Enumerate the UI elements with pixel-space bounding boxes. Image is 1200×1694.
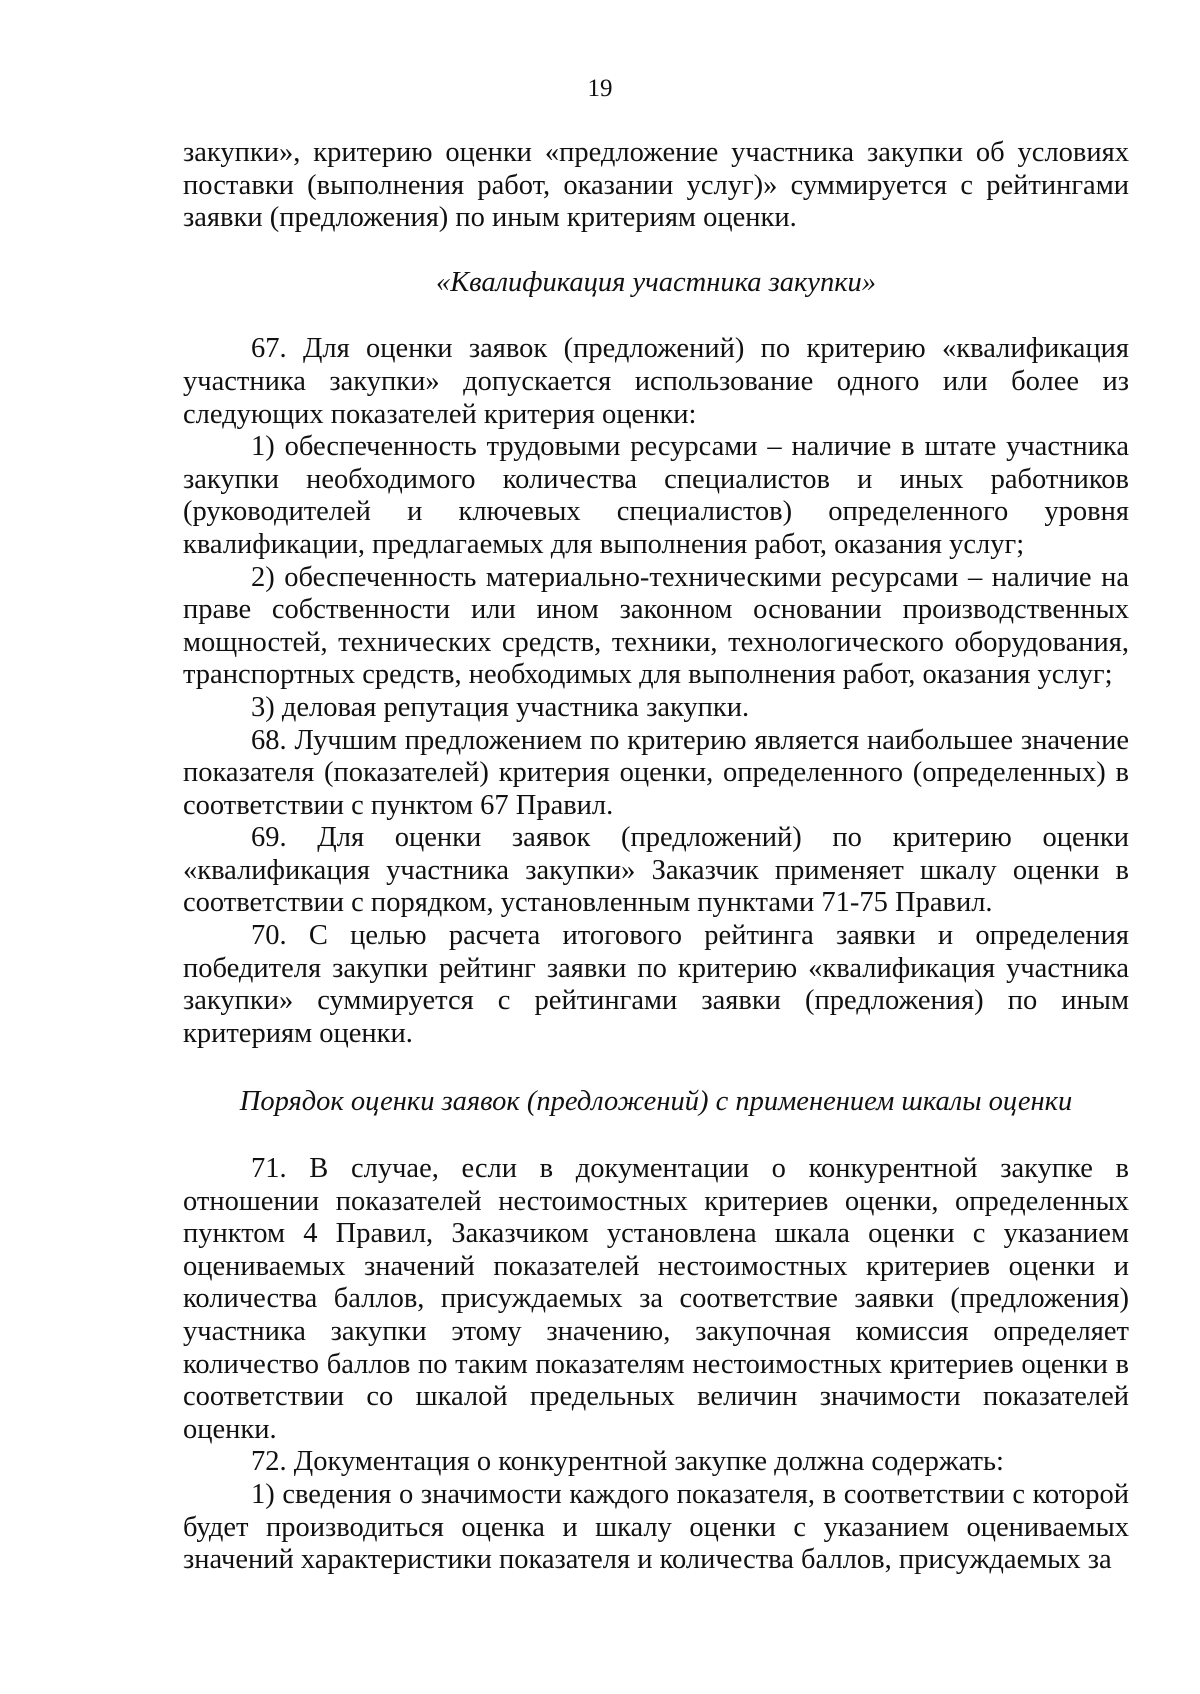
paragraph-continuation: закупки», критерию оценки «предложение участника закупки об условиях поставки (выполнения работ, оказании услуг)» суммируется с рейтингами заявки (предложения) по иным критериям оценки. (183, 137, 1129, 234)
list-item-material-resources: 2) обеспеченность материально-техническими ресурсами – наличие на праве собственности или ином законном основании производственных мощностей, технических средств, техники, технологического оборудования, транспортных средств, необходимых для выполнения работ, оказания услуг; (183, 561, 1129, 691)
paragraph-68: 68. Лучшим предложением по критерию является наибольшее значение показателя (показателей) критерия оценки, определенного (определенных) в соответствии с пунктом 67 Правил. (183, 724, 1129, 821)
page-number: 19 (587, 75, 613, 102)
section-heading-qualification: «Квалификация участника закупки» (435, 266, 877, 298)
section-heading-scale-evaluation: Порядок оценки заявок (предложений) с применением шкалы оценки (239, 1086, 1073, 1118)
paragraph-69: 69. Для оценки заявок (предложений) по критерию оценки «квалификация участника закупки» Заказчик применяет шкалу оценки в соответствии с порядком, установленным пунктами 71-75 Правил. (183, 822, 1129, 919)
document-body (183, 137, 1129, 1577)
list-item-labor-resources: 1) обеспеченность трудовыми ресурсами – наличие в штате участника закупки необходимого количества специалистов и иных работников (руководителей и ключевых специалистов) определенного уровня квалификации, предлагаемых для выполнения работ, оказания услуг; (183, 431, 1129, 560)
list-item-business-reputation: 3) деловая репутация участника закупки. (251, 691, 750, 723)
paragraph-70: 70. С целью расчета итогового рейтинга заявки и определения победителя закупки рейтинг заявки по критерию «квалификация участника закупки» суммируется с рейтингами заявки (предложения) по иным критериям оценки. (183, 920, 1129, 1049)
list-item-significance-info: 1) сведения о значимости каждого показателя, в соответствии с которой будет производиться оценка и шкалу оценки с указанием оцениваемых значений характеристики показателя и количества баллов, присуждаемых за (183, 1478, 1129, 1576)
paragraph-71: 71. В случае, если в документации о конкурентной закупке в отношении показателей нестоимостных критериев оценки, определенных пунктом 4 Правил, Заказчиком установлена шкала оценки с указанием оцениваемых значений показателей нестоимостных критериев оценки и количества баллов, присуждаемых за соответствие заявки (предложения) участника закупки этому значению, закупочная комиссия определяет количество баллов по таким показателям нестоимостных критериев оценки в соответствии со шкалой предельных величин значимости показателей оценки. (183, 1153, 1129, 1445)
paragraph-67: 67. Для оценки заявок (предложений) по критерию «квалификация участника закупки» допускается использование одного или более из следующих показателей критерия оценки: (183, 333, 1129, 430)
paragraph-72: 72. Документация о конкурентной закупке должна содержать: (251, 1446, 1004, 1478)
